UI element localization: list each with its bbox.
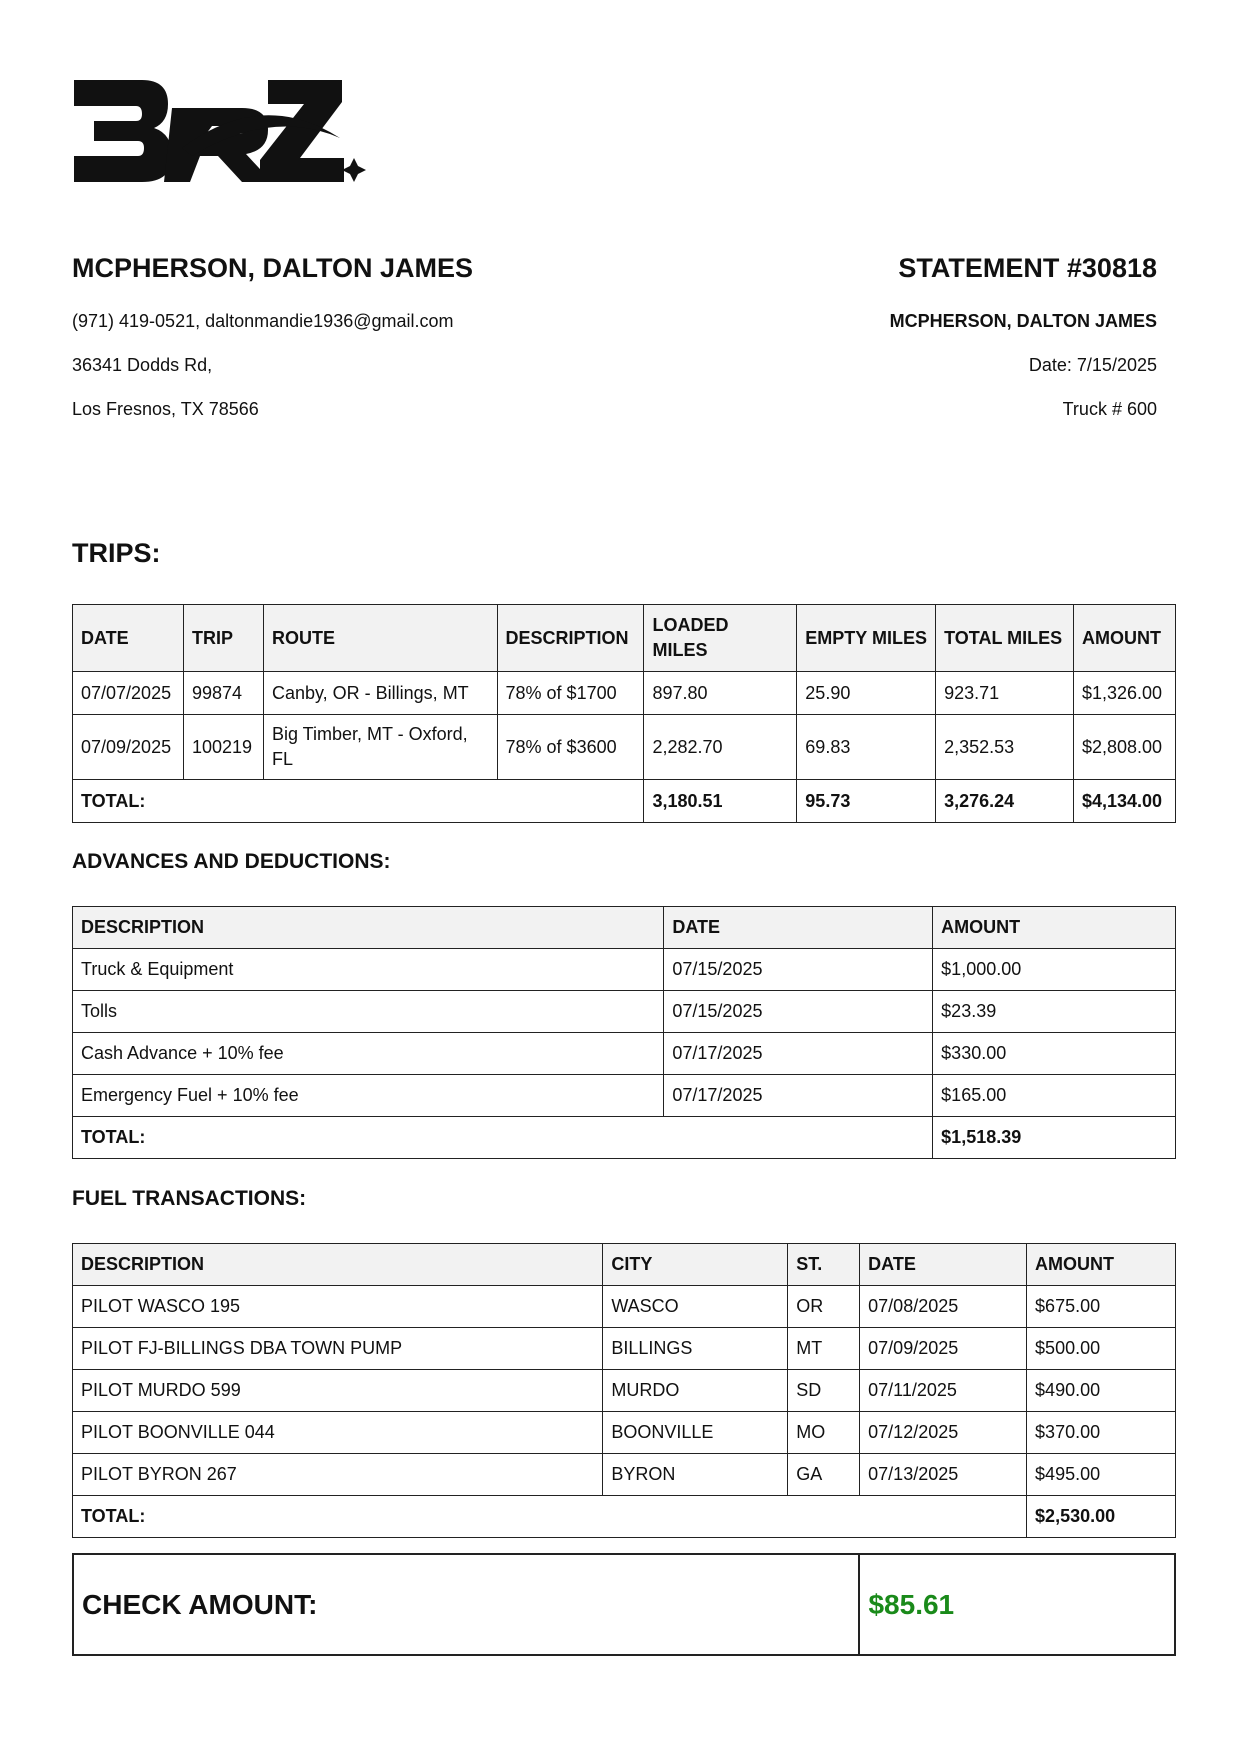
table-row — [73, 672, 1176, 715]
fuel-date: 07/12/2025 — [860, 1412, 1027, 1454]
trips-total-loaded: 3,180.51 — [644, 780, 797, 823]
statement-truck: Truck # 600 — [1062, 399, 1157, 419]
advances-total-row — [73, 1117, 1176, 1159]
trip-loaded-miles: 2,282.70 — [644, 715, 797, 780]
fuel-description: PILOT FJ-BILLINGS DBA TOWN PUMP — [73, 1328, 603, 1370]
fuel-state: SD — [788, 1370, 860, 1412]
fuel-total-amount: $2,530.00 — [1027, 1496, 1176, 1538]
trips-header-route: ROUTE — [263, 605, 497, 672]
fuel-amount: $500.00 — [1027, 1328, 1176, 1370]
fuel-header-description: DESCRIPTION — [73, 1244, 603, 1286]
trips-header-date: DATE — [73, 605, 184, 672]
advances-header-date: DATE — [664, 907, 933, 949]
fuel-header-state: ST. — [788, 1244, 860, 1286]
table-row — [73, 715, 1176, 780]
fuel-description: PILOT WASCO 195 — [73, 1286, 603, 1328]
advances-table — [72, 906, 1176, 1159]
advances-title: ADVANCES AND DEDUCTIONS: — [72, 850, 391, 873]
advance-date: 07/15/2025 — [664, 991, 933, 1033]
advance-description: Tolls — [73, 991, 664, 1033]
statement-date: Date: 7/15/2025 — [1028, 355, 1157, 375]
table-row — [73, 1412, 1176, 1454]
trips-header-amount: AMOUNT — [1073, 605, 1175, 672]
table-row — [73, 1286, 1176, 1328]
fuel-header-amount: AMOUNT — [1027, 1244, 1176, 1286]
table-row — [73, 949, 1176, 991]
fuel-total-row — [73, 1496, 1176, 1538]
trips-header-trip: TRIP — [183, 605, 263, 672]
advance-date: 07/17/2025 — [664, 1075, 933, 1117]
fuel-amount: $675.00 — [1027, 1286, 1176, 1328]
advance-amount: $165.00 — [933, 1075, 1176, 1117]
trip-amount: $2,808.00 — [1073, 715, 1175, 780]
trips-total-amount: $4,134.00 — [1073, 780, 1175, 823]
statement-name: MCPHERSON, DALTON JAMES — [889, 311, 1157, 331]
advances-header-description: DESCRIPTION — [73, 907, 664, 949]
advance-amount: $1,000.00 — [933, 949, 1176, 991]
fuel-header-row — [73, 1244, 1176, 1286]
trip-number: 99874 — [183, 672, 263, 715]
driver-address-line2: Los Fresnos, TX 78566 — [72, 399, 259, 419]
advance-description: Truck & Equipment — [73, 949, 664, 991]
driver-contact: (971) 419-0521, daltonmandie1936@gmail.com — [72, 311, 454, 331]
trip-empty-miles: 69.83 — [797, 715, 936, 780]
fuel-title: FUEL TRANSACTIONS: — [72, 1187, 307, 1210]
check-amount-value: $85.61 — [859, 1554, 1175, 1655]
trip-date: 07/09/2025 — [73, 715, 184, 780]
fuel-description: PILOT MURDO 599 — [73, 1370, 603, 1412]
trips-total-miles: 3,276.24 — [936, 780, 1074, 823]
table-row — [73, 1033, 1176, 1075]
advance-date: 07/17/2025 — [664, 1033, 933, 1075]
brz-logo — [72, 78, 382, 193]
fuel-state: OR — [788, 1286, 860, 1328]
trips-total-label: TOTAL: — [73, 780, 644, 823]
statement-title: STATEMENT #30818 — [898, 253, 1157, 283]
trip-date: 07/07/2025 — [73, 672, 184, 715]
trips-title: TRIPS: — [72, 538, 161, 568]
trip-number: 100219 — [183, 715, 263, 780]
fuel-amount: $490.00 — [1027, 1370, 1176, 1412]
table-row — [73, 1075, 1176, 1117]
fuel-description: PILOT BOONVILLE 044 — [73, 1412, 603, 1454]
fuel-table — [72, 1243, 1176, 1538]
trips-header-total-miles: TOTAL MILES — [936, 605, 1074, 672]
trip-loaded-miles: 897.80 — [644, 672, 797, 715]
fuel-city: BYRON — [603, 1454, 788, 1496]
fuel-city: BILLINGS — [603, 1328, 788, 1370]
trips-header-loaded-miles: LOADED MILES — [644, 605, 797, 672]
fuel-city: MURDO — [603, 1370, 788, 1412]
trip-amount: $1,326.00 — [1073, 672, 1175, 715]
check-amount-box — [72, 1553, 1176, 1656]
trip-route: Canby, OR - Billings, MT — [263, 672, 497, 715]
table-row — [73, 1454, 1176, 1496]
table-row — [73, 1370, 1176, 1412]
check-amount-label: CHECK AMOUNT: — [73, 1554, 859, 1655]
fuel-date: 07/09/2025 — [860, 1328, 1027, 1370]
fuel-total-label: TOTAL: — [73, 1496, 1027, 1538]
advance-description: Emergency Fuel + 10% fee — [73, 1075, 664, 1117]
trip-total-miles: 2,352.53 — [936, 715, 1074, 780]
fuel-city: WASCO — [603, 1286, 788, 1328]
fuel-state: GA — [788, 1454, 860, 1496]
trips-table — [72, 604, 1176, 823]
fuel-amount: $495.00 — [1027, 1454, 1176, 1496]
trips-total-empty: 95.73 — [797, 780, 936, 823]
table-row — [73, 1328, 1176, 1370]
trip-description: 78% of $1700 — [497, 672, 644, 715]
fuel-date: 07/08/2025 — [860, 1286, 1027, 1328]
driver-address-line1: 36341 Dodds Rd, — [72, 355, 213, 375]
trip-empty-miles: 25.90 — [797, 672, 936, 715]
trips-header-row — [73, 605, 1176, 672]
advances-header-row — [73, 907, 1176, 949]
trip-description: 78% of $3600 — [497, 715, 644, 780]
trip-route: Big Timber, MT - Oxford, FL — [263, 715, 497, 780]
driver-name: MCPHERSON, DALTON JAMES — [72, 253, 474, 283]
table-row — [73, 991, 1176, 1033]
advance-amount: $23.39 — [933, 991, 1176, 1033]
advance-description: Cash Advance + 10% fee — [73, 1033, 664, 1075]
statement-info — [557, 252, 1157, 442]
fuel-state: MT — [788, 1328, 860, 1370]
fuel-date: 07/11/2025 — [860, 1370, 1027, 1412]
advance-amount: $330.00 — [933, 1033, 1176, 1075]
fuel-date: 07/13/2025 — [860, 1454, 1027, 1496]
fuel-description: PILOT BYRON 267 — [73, 1454, 603, 1496]
trip-total-miles: 923.71 — [936, 672, 1074, 715]
advance-date: 07/15/2025 — [664, 949, 933, 991]
fuel-amount: $370.00 — [1027, 1412, 1176, 1454]
advances-header-amount: AMOUNT — [933, 907, 1176, 949]
advances-total-label: TOTAL: — [73, 1117, 933, 1159]
fuel-header-city: CITY — [603, 1244, 788, 1286]
trips-total-row — [73, 780, 1176, 823]
fuel-header-date: DATE — [860, 1244, 1027, 1286]
trips-header-description: DESCRIPTION — [497, 605, 644, 672]
advances-total-amount: $1,518.39 — [933, 1117, 1176, 1159]
fuel-city: BOONVILLE — [603, 1412, 788, 1454]
trips-header-empty-miles: EMPTY MILES — [797, 605, 936, 672]
fuel-state: MO — [788, 1412, 860, 1454]
check-amount-row — [73, 1554, 1175, 1655]
